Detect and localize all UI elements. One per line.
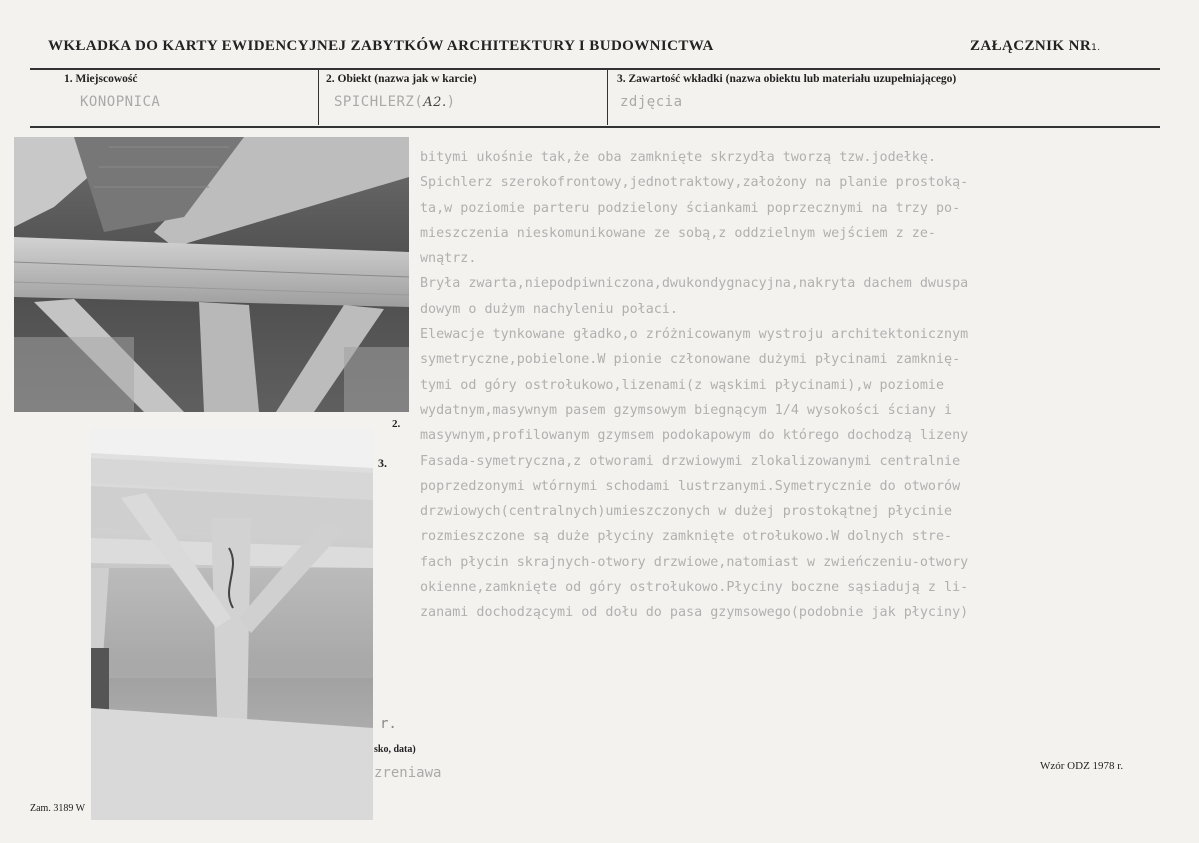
body-line: rozmieszczone są duże płyciny zamknięte otrołukowo.W dolnych stre-: [420, 529, 953, 545]
field-place-label: 1. Miejscowość: [64, 73, 138, 85]
field-content-label: 3. Zawartość wkładki (nazwa obiektu lub materiału uzupełniającego): [617, 73, 957, 85]
field-object-label: 2. Obiekt (nazwa jak w karcie): [326, 73, 477, 85]
object-close: ): [446, 94, 456, 110]
body-line: fach płycin skrajnych-otwory drzwiowe,natomiast w zwieńczeniu-otwory: [420, 554, 969, 570]
header-title: WKŁADKA DO KARTY EWIDENCYJNEJ ZABYTKÓW ARCHITEKTURY I BUDOWNICTWA: [48, 38, 714, 54]
body-line: wydatnym,masywnym pasem gzymsowym biegnącym 1/4 wysokości ściany i: [420, 402, 953, 418]
body-line: Fasada-symetryczna,z otworami drzwiowymi zlokalizowanymi centralnie: [420, 453, 961, 469]
object-typed: SPICHLERZ(: [334, 94, 424, 110]
field-object-value: [334, 94, 456, 110]
body-line: Elewacje tynkowane gładko,o zróżnicowanym wystroju architektonicznym: [420, 327, 969, 343]
field-divider-1: [318, 70, 319, 125]
field-content-value: zdjęcia: [620, 94, 683, 110]
body-line: ta,w poziomie parteru podzielony ściankami poprzecznymi na trzy po-: [420, 200, 961, 216]
photo-number-top: 2.: [392, 418, 401, 430]
body-line: drzwiowych(centralnych)umieszczonych w dużej prostokątnej płycinie: [420, 504, 953, 520]
body-line: wnątrz.: [420, 251, 477, 267]
photo-post-braces: [91, 428, 373, 820]
field-divider-2: [607, 70, 608, 125]
body-line: masywnym,profilowanym gzymsem podokapowym do którego dochodzą lizeny: [420, 428, 969, 444]
body-line: poprzedzonymi wtórnymi schodami lustrzanymi.Symetrycznie do otworów: [420, 478, 961, 494]
annex-label: [970, 38, 1100, 55]
body-line: dowym o dużym nachyleniu połaci.: [420, 301, 678, 317]
footer-partial-label: sko, data): [374, 744, 416, 755]
form-model: Wzór ODZ 1978 r.: [1040, 760, 1124, 772]
footer-partial-r: r.: [380, 716, 397, 732]
object-handwritten: A2.: [423, 95, 447, 110]
photo-number-bottom: 3.: [378, 456, 387, 470]
body-line: mieszczenia nieskomunikowane ze sobą,z oddzielnym wejściem z ze-: [420, 225, 936, 241]
annex-number: 1.: [1091, 43, 1101, 53]
order-number: Zam. 3189 W: [30, 803, 86, 814]
body-line: Bryła zwarta,niepodpiwniczona,dwukondygnacyjna,nakryta dachem dwuspa: [420, 276, 969, 292]
body-line: symetryczne,pobielone.W pionie członowane dużymi płycinami zamknię-: [420, 352, 961, 368]
footer-partial-place: zreniawa: [374, 765, 442, 781]
body-line: Spichlerz szerokofrontowy,jednotraktowy,założony na planie prostoką-: [420, 175, 969, 191]
field-place-value: KONOPNICA: [80, 94, 161, 110]
top-rule: [30, 68, 1160, 70]
photo-roof-beams: [14, 137, 409, 412]
bottom-rule: [30, 126, 1160, 128]
body-line: bitymi ukośnie tak,że oba zamknięte skrzydła tworzą tzw.jodełkę.: [420, 150, 936, 165]
annex-text: ZAŁĄCZNIK NR: [970, 38, 1092, 54]
body-line: zanami dochodzącymi od dołu do pasa gzymsowego(podobnie jak płyciny): [420, 605, 969, 621]
body-line: tymi od góry ostrołukowo,lizenami(z wąskimi płycinami),w poziomie: [420, 377, 945, 393]
body-line: okienne,zamknięte od góry ostrołukowo.Płyciny boczne sąsiadują z li-: [420, 580, 969, 596]
body-text: [420, 145, 1180, 626]
